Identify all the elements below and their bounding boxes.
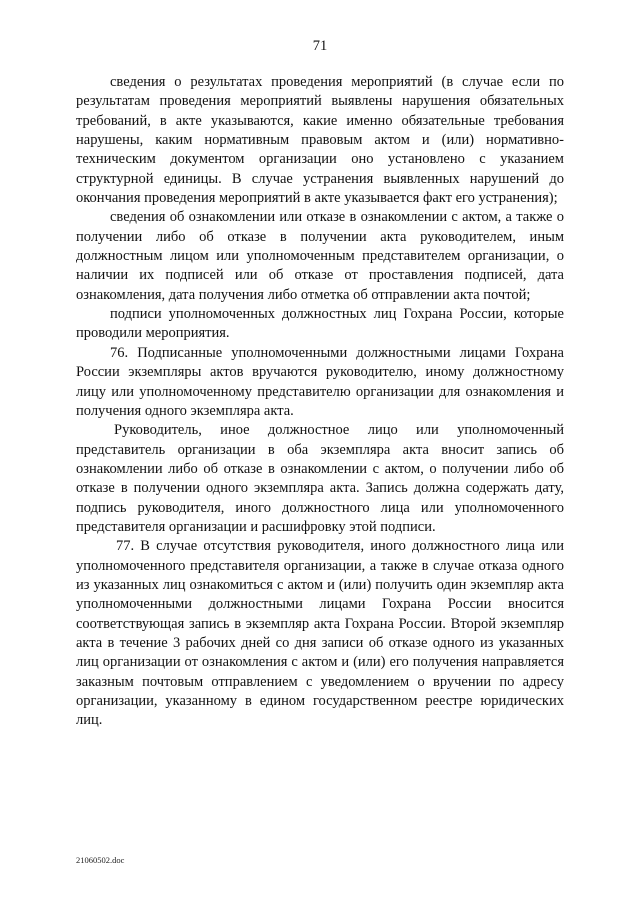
paragraph-acquaintance-info: сведения об ознакомлении или отказе в ознакомлении с актом, а также о получении либо об отказе в получении акта руководителем, иным должностным лицом или уполномоченным представителем организации, о наличии их подписей или об отказе от проставления подписей, дата ознакомления, дата получения либо отметка об отправлении акта почтой; [76, 209, 564, 303]
paragraph-head-record: Руководитель, иное должностное лицо или уполномоченный представитель организации в оба экземпляра акта вносит запись об ознакомлении либо об отказе в ознакомлении с актом, о получении либо об отказе в получении одного экземпляра акта. Запись должна содержать дату, подпись руководителя, иного должностного лица или уполномоченного представителя организации и расшифровку этой подписи. [76, 422, 564, 535]
paragraph-inspection-results: сведения о результатах проведения мероприятий (в случае если по результатам проведения мероприятий выявлены нарушения обязательных требований, в акте указываются, какие именно обязательные требования нарушены, каким нормативным правовым актом и (или) нормативно-техническим документом организации оно установлено с указанием структурной единицы. В случае устранения выявленных нарушений до окончания проведения мероприятий в акте указывается факт его устранения); [76, 74, 564, 207]
file-name-footer: 21060502.doc [76, 855, 125, 865]
paragraph-signatures: подписи уполномоченных должностных лиц Гохрана России, которые проводили мероприятия. [76, 306, 564, 342]
document-body [76, 73, 564, 731]
page-number: 71 [312, 38, 328, 54]
paragraph-77: 77. В случае отсутствия руководителя, иного должностного лица или уполномоченного представителя организации, а также в случае отказа одного из указанных лиц ознакомиться с актом и (или) получить один экземпляр акта уполномоченными должностными лицами Гохрана России вносится соответствующая запись в экземпляр акта Гохрана России. Второй экземпляр акта в течение 3 рабочих дней со дня записи об отказе одного из указанных лиц организации от ознакомления с актом и (или) его получения направляется заказным почтовым отправлением с уведомлением о вручении по адресу организации, указанному в едином государственном реестре юридических лиц. [76, 538, 564, 729]
paragraph-76: 76. Подписанные уполномоченными должностными лицами Гохрана России экземпляры актов вручаются руководителю, иному должностному лицу или уполномоченному представителю организации для ознакомления и получения одного экземпляра акта. [76, 344, 564, 419]
